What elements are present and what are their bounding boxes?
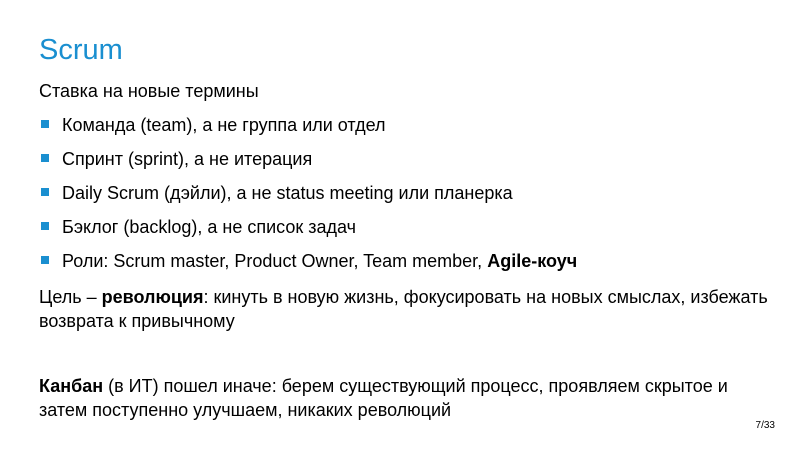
- bullet-item: [39, 148, 577, 182]
- kanban-suffix: (в ИТ) пошел иначе: берем существующий процесс, проявляем скрытое и затем поступенно улучшаем, никаких революций: [39, 376, 728, 420]
- bullet-item: [39, 216, 577, 250]
- square-bullet-icon: [41, 188, 49, 196]
- bullet-item: [39, 250, 577, 284]
- goal-paragraph: [39, 285, 779, 333]
- slide-title: Scrum: [39, 34, 123, 66]
- bullet-text: Спринт (sprint), а не итерация: [62, 149, 313, 169]
- goal-bold: революция: [101, 287, 204, 307]
- page-number: 7/33: [755, 420, 775, 431]
- bullet-text: Команда (team), а не группа или отдел: [62, 115, 386, 135]
- goal-prefix: Цель –: [39, 287, 102, 307]
- square-bullet-icon: [41, 120, 49, 128]
- bullet-text: Роли: Scrum master, Product Owner, Team member,: [62, 251, 488, 271]
- goal-suffix: : кинуть в новую жизнь, фокусировать на новых смыслах, избежать возврата к привычному: [39, 287, 768, 331]
- kanban-bold: Канбан: [39, 376, 104, 396]
- kanban-paragraph: [39, 374, 779, 422]
- bullet-list: [39, 114, 577, 284]
- bullet-item: [39, 114, 577, 148]
- bullet-item: [39, 182, 577, 216]
- square-bullet-icon: [41, 154, 49, 162]
- bullet-text: Бэклог (backlog), а не список задач: [62, 217, 357, 237]
- square-bullet-icon: [41, 256, 49, 264]
- square-bullet-icon: [41, 222, 49, 230]
- slide-subtitle: Ставка на новые термины: [39, 81, 259, 101]
- bullet-text: Daily Scrum (дэйли), а не status meeting или планерка: [62, 183, 513, 203]
- bullet-bold-text: Agile-коуч: [487, 251, 578, 271]
